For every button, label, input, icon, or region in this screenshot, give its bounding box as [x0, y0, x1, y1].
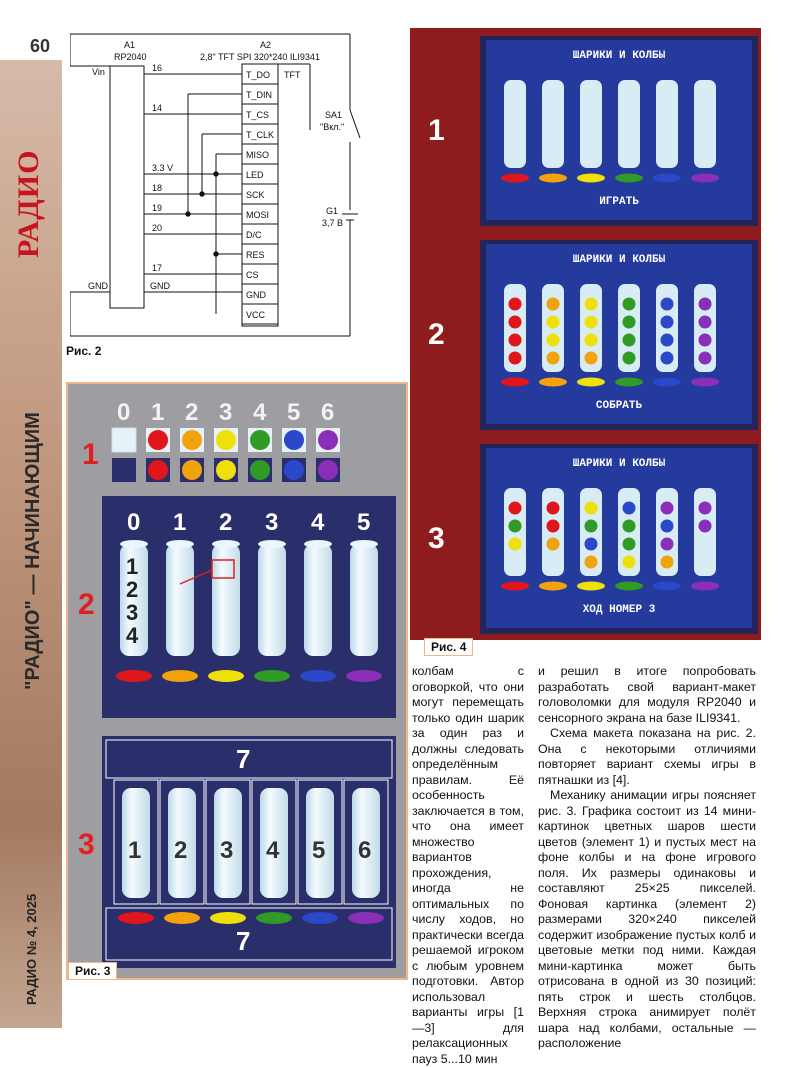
ball	[585, 316, 598, 329]
ball	[699, 520, 712, 533]
color-mark	[577, 378, 605, 387]
ball	[547, 520, 560, 533]
ball	[623, 298, 636, 311]
a2-ref: A2	[260, 40, 272, 50]
pin-label: LED	[246, 170, 264, 180]
color-mark	[256, 912, 292, 924]
pin-label: MISO	[246, 150, 270, 160]
wire-label: 20	[152, 223, 163, 233]
ball	[547, 538, 560, 551]
color-mark	[302, 912, 338, 924]
ball	[623, 334, 636, 347]
ball	[509, 298, 522, 311]
ball	[699, 502, 712, 515]
ball	[148, 430, 168, 450]
paragraph: колбам с оговоркой, что они могут перемещать только один шарик за один раз и должны следовать определённым правилам. Её особенность заключается в том, что она имеет множество вариантов прохождения, иногда не оптимальных по числу ходов, но практически всегда решаемой игроком с любым уровнем подготовки. Автор использовал варианты игры [1—3] для релаксационных пауз 5...10 мин	[412, 664, 524, 1066]
ball	[661, 352, 674, 365]
color-mark	[539, 378, 567, 387]
fig3-caption: Рис. 3	[68, 962, 117, 980]
ball	[250, 430, 270, 450]
ball	[547, 298, 560, 311]
tube	[504, 80, 526, 168]
color-mark	[501, 378, 529, 387]
fig3-row2-number: 2	[219, 509, 233, 536]
fig3-row2-number: 0	[127, 509, 141, 536]
tube	[656, 80, 678, 168]
screen-title: ШАРИКИ И КОЛБЫ	[572, 254, 666, 266]
tube	[618, 80, 640, 168]
fig3-row3-number: 4	[266, 837, 280, 864]
wire-label: 14	[152, 103, 163, 113]
ball	[585, 352, 598, 365]
tube-top	[350, 540, 378, 548]
color-mark	[164, 912, 200, 924]
color-mark	[691, 174, 719, 183]
fig3-row1-number: 0	[117, 399, 131, 426]
fig3-row2-position: 1	[126, 554, 139, 579]
screen-title: ШАРИКИ И КОЛБЫ	[572, 50, 666, 62]
fig3-row1-number: 2	[185, 399, 199, 426]
tft-label: TFT	[284, 70, 301, 80]
fig3-row3-bottom: 7	[236, 926, 251, 956]
fig3-row2-number: 5	[357, 509, 371, 536]
issue-label: РАДИО № 4, 2025	[24, 893, 39, 1005]
wire-label: 19	[152, 203, 163, 213]
ball	[699, 316, 712, 329]
color-mark	[116, 670, 152, 682]
fig3-row2-position: 4	[126, 623, 139, 648]
ball	[318, 460, 338, 480]
ball	[661, 502, 674, 515]
pin-label: T_DO	[246, 70, 271, 80]
wire-label: 18	[152, 183, 163, 193]
ball	[585, 520, 598, 533]
junction-dot	[200, 192, 204, 196]
ball	[661, 334, 674, 347]
ball	[547, 502, 560, 515]
ball	[585, 538, 598, 551]
ball	[661, 298, 674, 311]
ball	[509, 352, 522, 365]
fig2-caption: Рис. 2	[66, 344, 102, 358]
figure-3	[66, 382, 408, 980]
empty-cell	[112, 428, 136, 452]
color-mark	[501, 174, 529, 183]
junction-dot	[214, 172, 218, 176]
ball	[699, 334, 712, 347]
tube	[542, 80, 564, 168]
ball	[623, 556, 636, 569]
ball	[216, 430, 236, 450]
paragraph: и решил в итоге попробовать разработать свой вариант-макет головоломки для модуля RP2040 и сенсорного экрана на базе ILI9341.	[538, 664, 756, 725]
fig3-row2-position: 2	[126, 577, 139, 602]
color-mark	[653, 174, 681, 183]
ball	[623, 520, 636, 533]
pin-label: T_CLK	[246, 130, 275, 140]
ball	[318, 430, 338, 450]
tube	[212, 544, 240, 656]
ball	[284, 430, 304, 450]
ball	[585, 556, 598, 569]
fig3-row3-number: 6	[358, 837, 372, 864]
section-title: "РАДИО" — НАЧИНАЮЩИМ	[22, 412, 44, 690]
color-mark	[300, 670, 336, 682]
fig3-row2-position: 3	[126, 600, 139, 625]
ball	[699, 298, 712, 311]
ball	[585, 334, 598, 347]
ball	[509, 520, 522, 533]
color-mark	[210, 912, 246, 924]
tube	[694, 80, 716, 168]
color-mark	[615, 582, 643, 591]
pin-label: MOSI	[246, 210, 270, 220]
pin-label: VCC	[246, 310, 266, 320]
pin-label: D/C	[246, 230, 262, 240]
ball	[699, 352, 712, 365]
tube-top	[212, 540, 240, 548]
pin-label: CS	[246, 270, 259, 280]
ball	[182, 460, 202, 480]
screen-title: ШАРИКИ И КОЛБЫ	[572, 458, 666, 470]
figure-4-photo	[410, 28, 761, 640]
pin-label: T_CS	[246, 110, 270, 120]
screen-number: 2	[428, 318, 445, 351]
sa1-label: SA1	[325, 110, 343, 120]
color-mark	[346, 670, 382, 682]
fig3-row1-number: 4	[253, 399, 267, 426]
fig3-row2-label: 2	[78, 588, 95, 621]
empty-cell	[112, 458, 136, 482]
tube-top	[258, 540, 286, 548]
sa1-note: "Вкл."	[320, 122, 345, 132]
radio-logo: РАДИО	[12, 149, 45, 258]
junction-dot	[214, 252, 218, 256]
ball	[623, 502, 636, 515]
a1-ref: A1	[124, 40, 136, 50]
color-mark	[162, 670, 198, 682]
pin-label: T_DIN	[246, 90, 273, 100]
color-mark	[691, 378, 719, 387]
ball	[284, 460, 304, 480]
ball	[661, 556, 674, 569]
figure-4	[410, 28, 761, 640]
fig3-row3-number: 1	[128, 837, 142, 864]
color-mark	[208, 670, 244, 682]
tube	[350, 544, 378, 656]
pin-label: SCK	[246, 190, 265, 200]
fig3-row3-label: 3	[78, 828, 95, 861]
ball	[216, 460, 236, 480]
color-mark	[653, 378, 681, 387]
fig3-row1-number: 5	[287, 399, 301, 426]
ball	[661, 316, 674, 329]
fig4-caption: Рис. 4	[424, 638, 473, 656]
ball	[547, 316, 560, 329]
g1-label: G1	[326, 206, 339, 216]
fig3-row3-number: 3	[220, 837, 234, 864]
schematic	[70, 30, 390, 342]
fig3-row2-number: 4	[311, 509, 325, 536]
ball	[182, 430, 202, 450]
fig3-row1-number: 1	[151, 399, 165, 426]
color-mark	[577, 174, 605, 183]
fig3-row1-label: 1	[82, 438, 99, 471]
g1-value: 3,7 В	[322, 218, 344, 228]
pin-label: RES	[246, 250, 265, 260]
ball	[250, 460, 270, 480]
text-column-1	[412, 664, 524, 1067]
color-mark	[254, 670, 290, 682]
ball	[661, 520, 674, 533]
ball	[623, 316, 636, 329]
ball	[661, 538, 674, 551]
paragraph: Механику анимации игры поясняет рис. 3. Графика состоит из 14 мини-картинок цветных шаров шести цветов (элемент 1) и пустых мест на фоне колбы и на фоне игрового поля. Их размеры одинаковы и составляют 25×25 пикселей. Фоновая картинка (элемент 2) размерами 320×240 пикселей содержит изображение пустых колб и цветовые метки под ними. Каждая мини-картинка может быть отрисована в одной из 30 позиций: пять строк и шесть столбцов. Верхняя строка анимирует полёт шара над колбами, остальные — расположение	[538, 788, 756, 1050]
a2-name: 2,8" TFT SPI 320*240 ILI9341	[200, 52, 320, 62]
color-mark	[118, 912, 154, 924]
fig3-row2-number: 1	[173, 509, 187, 536]
fig3-row1-number: 6	[321, 399, 335, 426]
color-mark	[653, 582, 681, 591]
ball	[547, 334, 560, 347]
wire-label: 3.3 V	[152, 163, 174, 173]
ball	[623, 538, 636, 551]
color-mark	[691, 582, 719, 591]
vin-label: Vin	[92, 67, 105, 77]
tube	[304, 544, 332, 656]
tube	[166, 544, 194, 656]
wire-label: 17	[152, 263, 163, 273]
screen-footer: ИГРАТЬ	[599, 196, 639, 208]
ball	[509, 316, 522, 329]
gnd-left-label: GND	[88, 281, 108, 291]
screen-footer: ХОД НОМЕР 3	[582, 604, 656, 616]
color-mark	[577, 582, 605, 591]
fig3-row3-number: 2	[174, 837, 188, 864]
color-mark	[501, 582, 529, 591]
color-mark	[615, 174, 643, 183]
screen-footer: СОБРАТЬ	[595, 400, 643, 412]
ball	[623, 352, 636, 365]
ball	[509, 502, 522, 515]
fig3-row2-number: 3	[265, 509, 279, 536]
screen-number: 3	[428, 522, 445, 555]
color-mark	[539, 174, 567, 183]
tube-top	[166, 540, 194, 548]
fig3-row3-top: 7	[236, 744, 251, 774]
ball	[585, 502, 598, 515]
wire-label: 16	[152, 63, 163, 73]
fig3-row1-number: 3	[219, 399, 233, 426]
screen-number: 1	[428, 114, 445, 147]
ball	[585, 298, 598, 311]
text-column-2	[538, 664, 756, 1052]
ball	[148, 460, 168, 480]
junction-dot	[186, 212, 190, 216]
ball	[547, 352, 560, 365]
pin-label: GND	[246, 290, 266, 300]
tube	[580, 80, 602, 168]
page-number: 60	[30, 36, 51, 56]
tube-top	[120, 540, 148, 548]
a1-name: RP2040	[114, 52, 147, 62]
ball	[509, 334, 522, 347]
gnd-right-label: GND	[150, 281, 170, 291]
ball	[509, 538, 522, 551]
fig3-row3-number: 5	[312, 837, 326, 864]
color-mark	[615, 378, 643, 387]
color-mark	[539, 582, 567, 591]
tube	[258, 544, 286, 656]
color-mark	[348, 912, 384, 924]
figure-3-graphic	[68, 384, 406, 978]
tube-top	[304, 540, 332, 548]
paragraph: Схема макета показана на рис. 2. Она с некоторыми отличиями повторяет вариант схемы игры в пятнашки из [4].	[538, 726, 756, 787]
